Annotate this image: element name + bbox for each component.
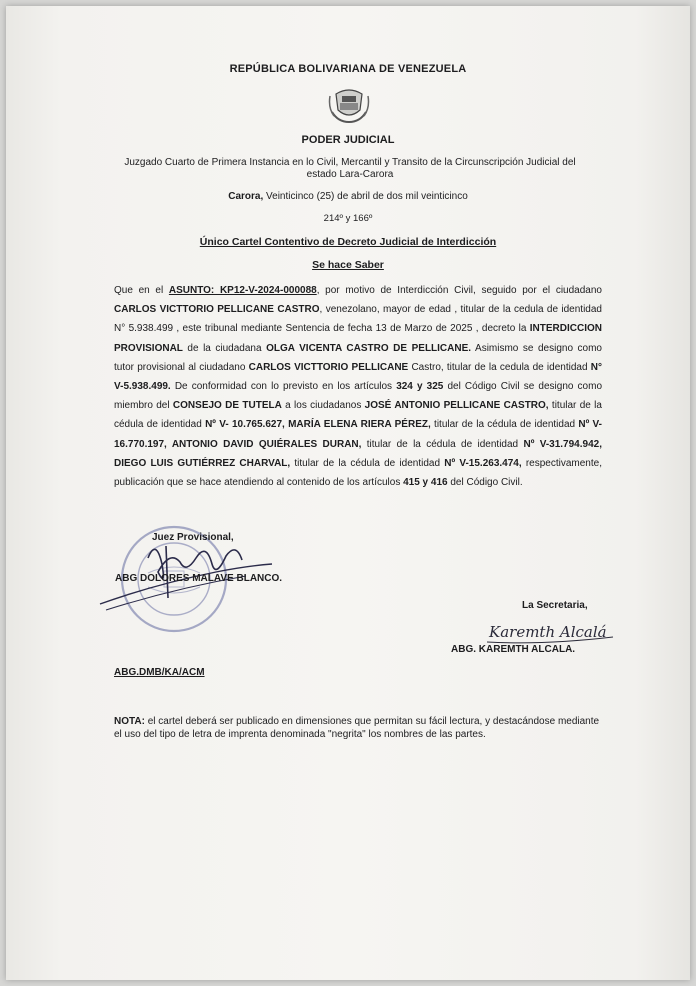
coat-of-arms-icon bbox=[328, 86, 370, 124]
date: Veinticinco (25) de abril de dos mil veinticinco bbox=[263, 191, 468, 202]
judge-title: Juez Provisional, bbox=[152, 532, 234, 543]
case-number: ASUNTO: KP12-V-2024-000088 bbox=[168, 285, 317, 296]
document-page bbox=[6, 6, 690, 980]
secretary-title: La Secretaria, bbox=[522, 600, 588, 611]
place-date bbox=[0, 191, 696, 202]
court-name: Juzgado Cuarto de Primera Instancia en lo Civil, Mercantil y Transito de la Circunscripción Judicial del estado Lara-Carora bbox=[124, 157, 576, 180]
judge-name: ABG DOLORES MALAVE BLANCO. bbox=[115, 573, 283, 584]
note-text: el cartel deberá ser publicado en dimensiones que permitan su fácil lectura, y destacándose mediante el uso del tipo de letra de imprenta denominada "negrita" los nombres de las partes. bbox=[114, 716, 600, 740]
republic-heading: REPÚBLICA BOLIVARIANA DE VENEZUELA bbox=[229, 63, 467, 75]
secretary-name: ABG. KAREMTH ALCALA. bbox=[451, 644, 576, 655]
reference-initials: ABG.DMB/KA/ACM bbox=[114, 667, 205, 678]
decree-body: Que en el ASUNTO: KP12-V-2024-000088, por motivo de Interdicción Civil, seguido por el ciudadano CARLOS VICTTORIO PELLICANE CASTRO, venezolano, mayor de edad , titular de la cedula de identidad N° 5.938.499 , este tribunal mediante Sentencia de fecha 13 de Marzo de 2025 , decreto la INTERDICCION PROVISIONAL de la ciudadana OLGA VICENTA CASTRO DE PELLICANE. Asimismo se designo como tutor provisional al ciudadano CARLOS VICTTORIO PELLICANE Castro, titular de la cedula de identidad N° V-5.938.499. De conformidad con lo previsto en los artículos 324 y 325 del Código Civil se designo como miembro del CONSEJO DE TUTELA a los ciudadanos JOSÉ ANTONIO PELLICANE CASTRO, titular de la cédula de identidad Nº V- 10.765.627, MARÍA ELENA RIERA PÉREZ, titular de la cédula de identidad Nº V-16.770.197, ANTONIO DAVID QUIÉRALES DURAN, titular de la cédula de identidad Nº V-31.794.942, DIEGO LUIS GUTIÉRREZ CHARVAL, titular de la cédula de identidad Nº V-15.263.474, respectivamente, publicación que se hace atendiendo al contenido de los artículos 415 y 416 del Código Civil. bbox=[114, 285, 603, 489]
document-title: Único Cartel Contentivo de Decreto Judicial de Interdicción bbox=[199, 236, 497, 248]
secretary-signature-text: Karemth Alcalá bbox=[489, 623, 607, 641]
note bbox=[114, 715, 604, 741]
document-subtitle: Se hace Saber bbox=[312, 259, 384, 271]
city: Carora, bbox=[228, 191, 264, 202]
note-label: NOTA: bbox=[114, 716, 145, 727]
years-line: 214º y 166º bbox=[323, 213, 373, 224]
judicial-power-heading: PODER JUDICIAL bbox=[301, 134, 395, 146]
